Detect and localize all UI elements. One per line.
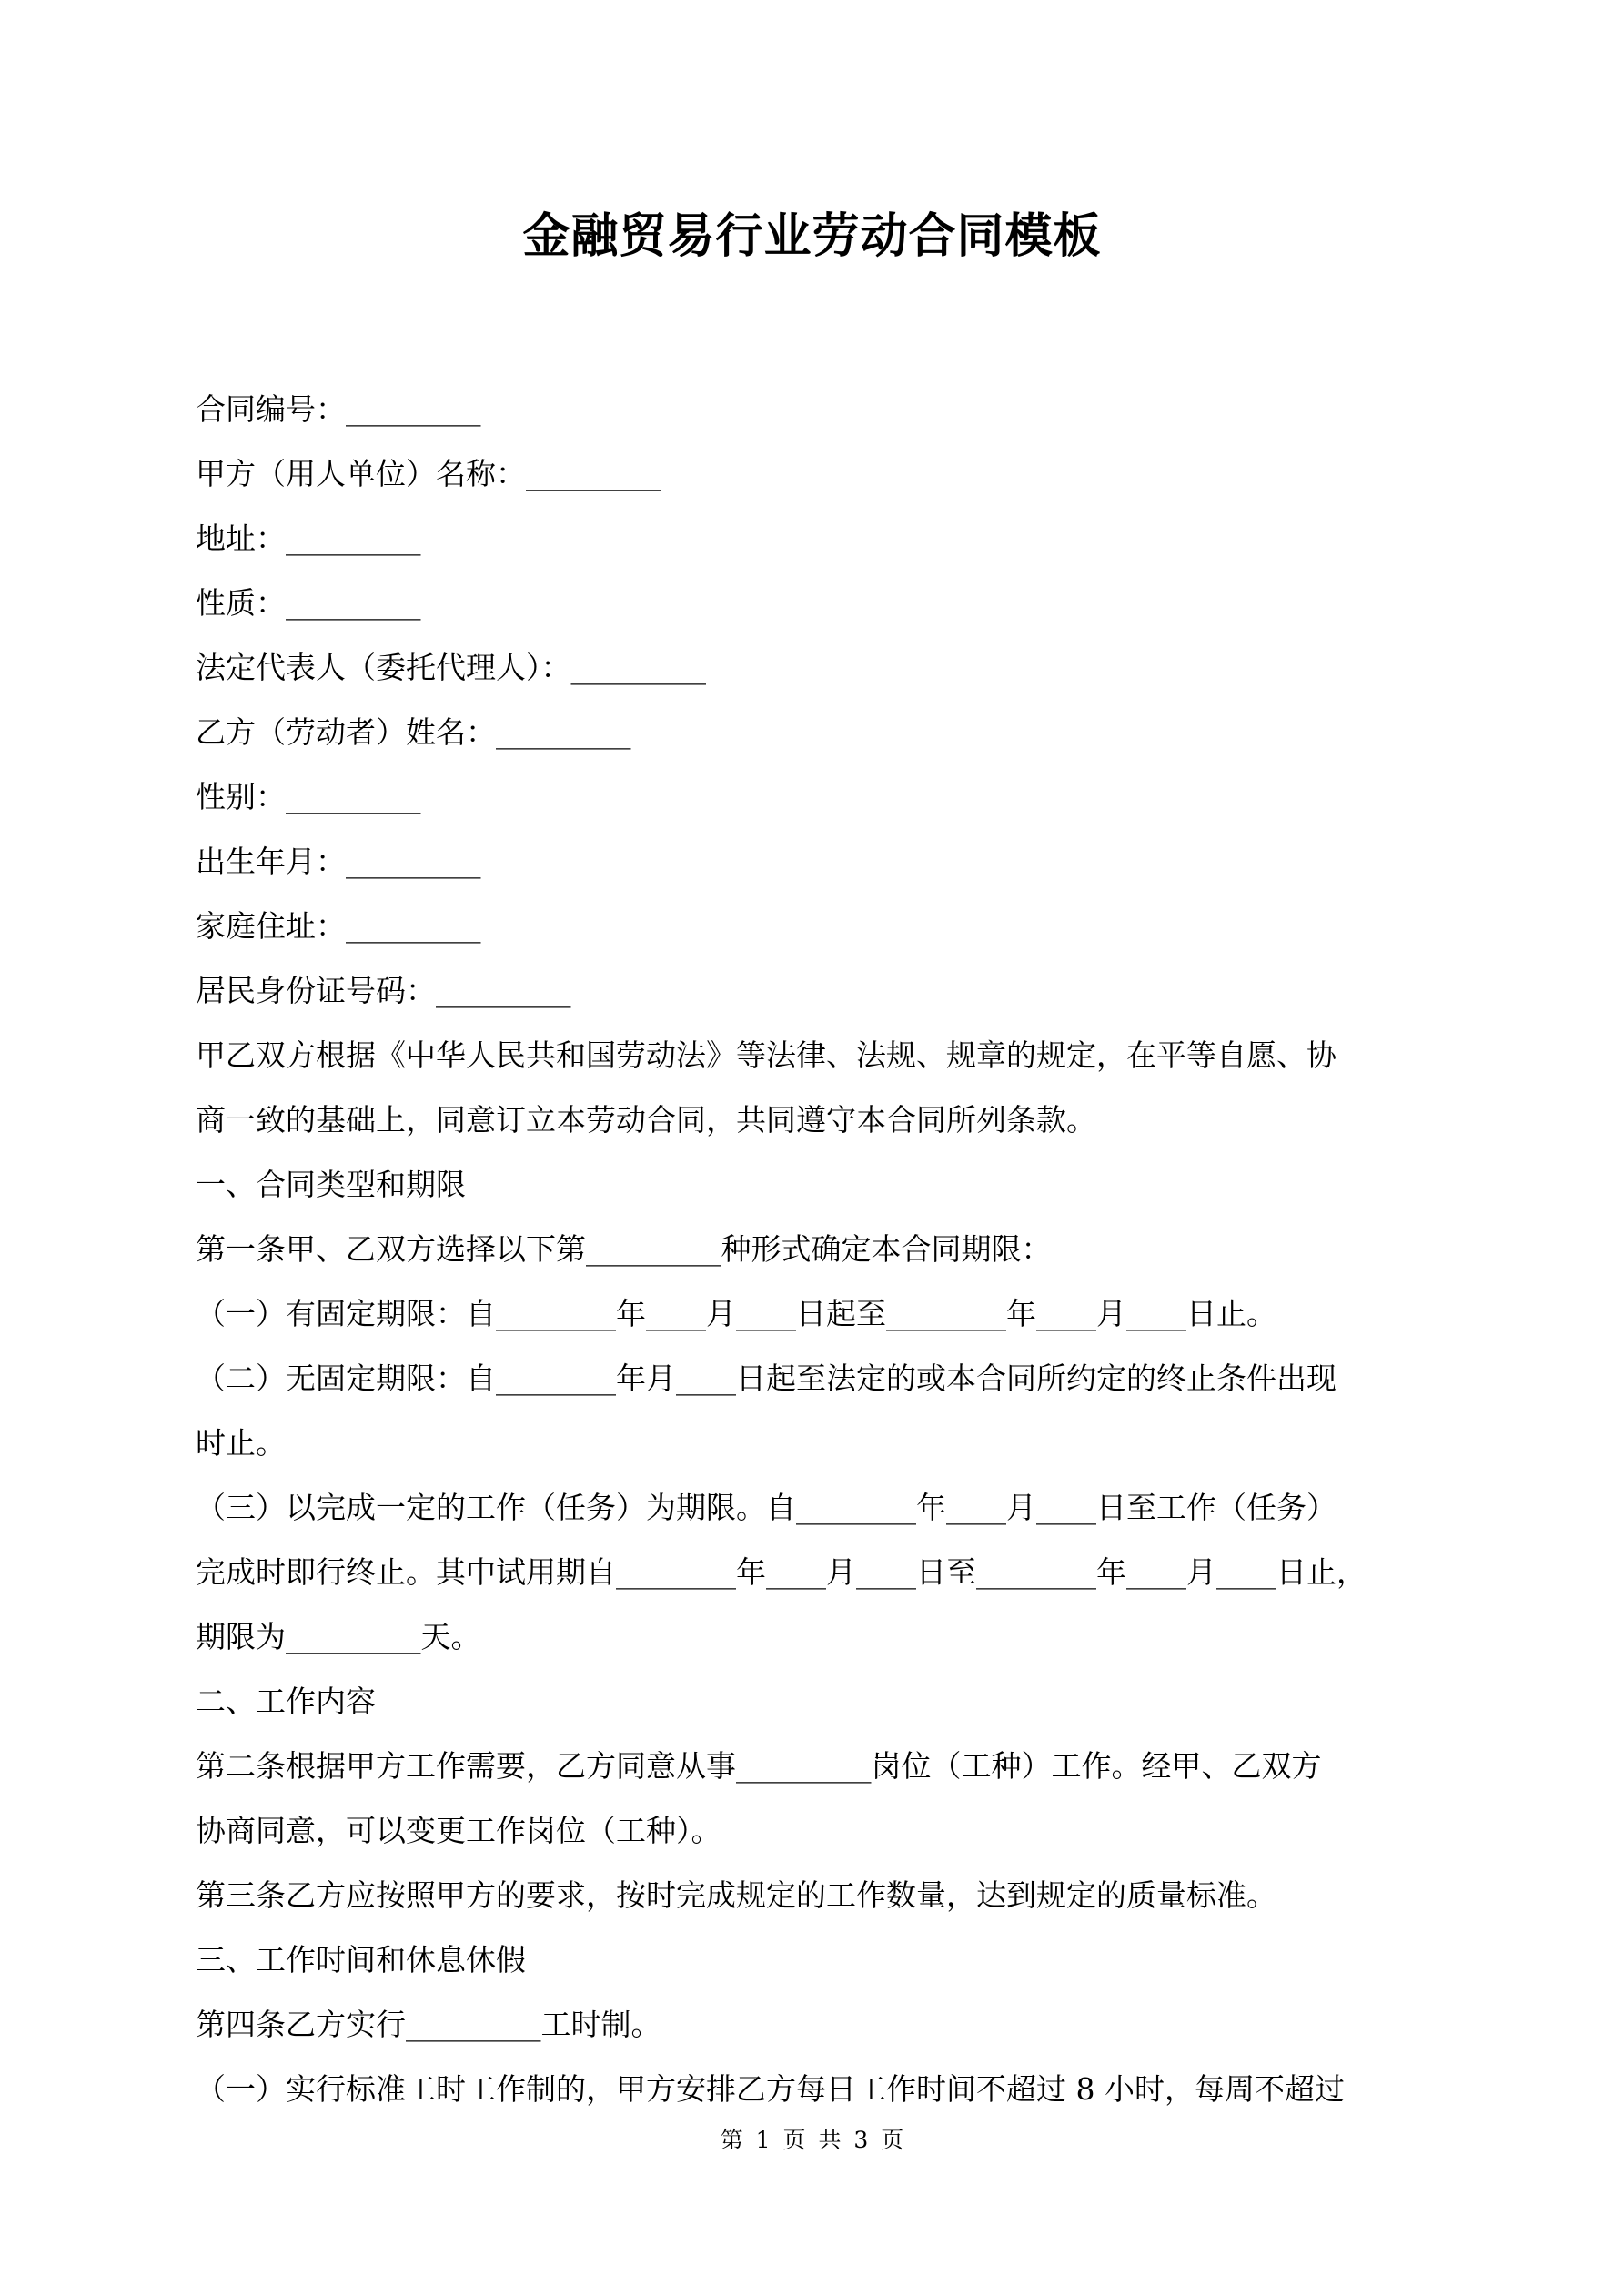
clause-line: （三）以完成一定的工作（任务）为期限。自________年____月____日至工作（任务）	[196, 1490, 1337, 1525]
page-number-footer: 第 1 页 共 3 页	[720, 2127, 904, 2153]
home-address-line: 家庭住址：_________	[196, 908, 481, 944]
address-line: 地址：_________	[196, 521, 421, 556]
clause-line: （二）无固定期限：自________年月____日起至法定的或本合同所约定的终止条件出现	[196, 1360, 1337, 1396]
clause-line: （一）实行标准工时工作制的，甲方安排乙方每日工作时间不超过 8 小时，每周不超过	[196, 2071, 1345, 2107]
section-heading: 二、工作内容	[196, 1684, 376, 1719]
legal-representative-line: 法定代表人（委托代理人）：_________	[196, 650, 706, 685]
article-line: 第三条乙方应按照甲方的要求，按时完成规定的工作数量，达到规定的质量标准。	[196, 1877, 1276, 1913]
article-line: 第四条乙方实行_________工时制。	[196, 2007, 661, 2042]
preamble-line: 甲乙双方根据《中华人民共和国劳动法》等法律、法规、规章的规定，在平等自愿、协	[196, 1037, 1337, 1073]
clause-line: 时止。	[196, 1425, 286, 1461]
gender-line: 性别：_________	[196, 779, 421, 814]
party-b-name-line: 乙方（劳动者）姓名：_________	[196, 714, 631, 750]
clause-line: 完成时即行终止。其中试用期自________年____月____日至________年____月____日止，	[196, 1554, 1367, 1590]
section-heading: 三、工作时间和休息休假	[196, 1942, 526, 1977]
article-line: 第一条甲、乙双方选择以下第_________种形式确定本合同期限：	[196, 1231, 1052, 1267]
clause-line: （一）有固定期限：自________年____月____日起至________年____月____日止。	[196, 1296, 1276, 1331]
article-line: 协商同意，可以变更工作岗位（工种）。	[196, 1813, 721, 1848]
clause-line: 期限为_________天。	[196, 1619, 481, 1654]
birth-date-line: 出生年月：_________	[196, 844, 481, 879]
contract-number-line: 合同编号：_________	[196, 391, 481, 427]
document-title: 金融贸易行业劳动合同模板	[522, 208, 1102, 264]
preamble-line: 商一致的基础上，同意订立本劳动合同，共同遵守本合同所列条款。	[196, 1102, 1096, 1138]
article-line: 第二条根据甲方工作需要，乙方同意从事_________岗位（工种）工作。经甲、乙双方	[196, 1748, 1322, 1784]
section-heading: 一、合同类型和期限	[196, 1167, 466, 1202]
id-number-line: 居民身份证号码：_________	[196, 973, 571, 1008]
party-a-name-line: 甲方（用人单位）名称：_________	[196, 456, 661, 491]
nature-line: 性质：_________	[196, 585, 421, 621]
document-body	[196, 377, 1460, 2121]
